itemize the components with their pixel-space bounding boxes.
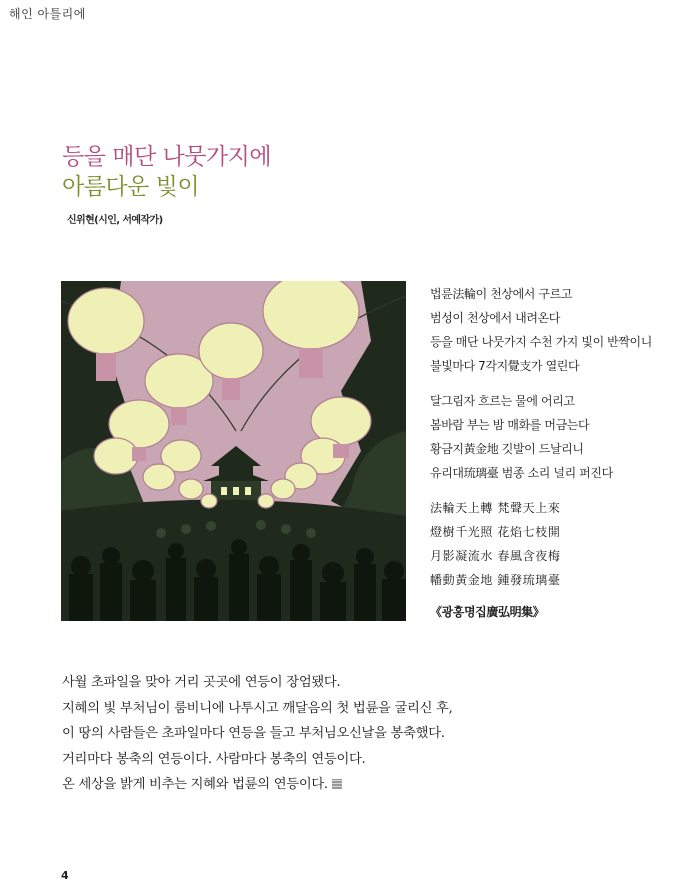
title-line-1: 등을 매단 나뭇가지에 [62,144,272,170]
poem-source: 《광홍명집廣弘明集》 [430,605,545,619]
poem-stanza-2 [430,389,692,485]
poem-stanza-hanja [430,496,692,592]
poem-line: 법륜法輪이 천상에서 구르고 [430,287,572,301]
poem-line: 봄바람 부는 밤 매화를 머금는다 [430,418,590,432]
body-line-text: 온 세상을 밝게 비추는 지혜와 법륜의 연등이다. [62,777,328,792]
poem-line: 幡動黃金地 鍾發琉璃臺 [430,573,561,587]
poem-line: 등을 매단 나뭇가지 수천 가지 빛이 반짝이니 [430,335,652,349]
lantern-festival-illustration [61,281,406,621]
poem-stanza-1 [430,282,692,378]
poem-line: 범성이 천상에서 내려온다 [430,311,560,325]
poem-line: 유리대琉璃臺 범종 소리 널리 퍼진다 [430,466,613,480]
running-head: 해인 아틀리에 [9,7,86,21]
body-line: 지혜의 빛 부처님이 룸비니에 나투시고 깨달음의 첫 법륜을 굴리신 후, [62,700,453,716]
poem-line: 法輪天上轉 梵聲天上來 [430,501,561,515]
poem-line: 月影凝流水 春風含夜梅 [430,549,561,563]
page-number: 4 [61,869,69,882]
end-mark-icon [332,779,342,789]
article-title [62,142,271,202]
body-line: 이 땅의 사람들은 초파일마다 연등을 들고 부처님오신날을 봉축했다. [62,726,445,741]
body-line: 사월 초파일을 맞아 거리 곳곳에 연등이 장엄됐다. [62,675,341,690]
body-line-last [62,772,662,798]
poem-line: 황금지黃金地 깃발이 드날리니 [430,442,584,456]
poem-line: 달그림자 흐르는 물에 어리고 [430,394,575,408]
poem-line: 燈樹千光照 花焰七枝開 [430,525,561,539]
poem-line: 불빛마다 7각지覺支가 열린다 [430,359,580,373]
title-line-2: 아름다운 빛이 [62,174,200,200]
lantern-artwork [61,281,406,621]
body-line: 거리마다 봉축의 연등이다. 사람마다 봉축의 연등이다. [62,751,366,767]
article-body [62,670,662,798]
poem [430,282,692,620]
author-byline: 신위현(시인, 서예작가) [67,215,163,226]
